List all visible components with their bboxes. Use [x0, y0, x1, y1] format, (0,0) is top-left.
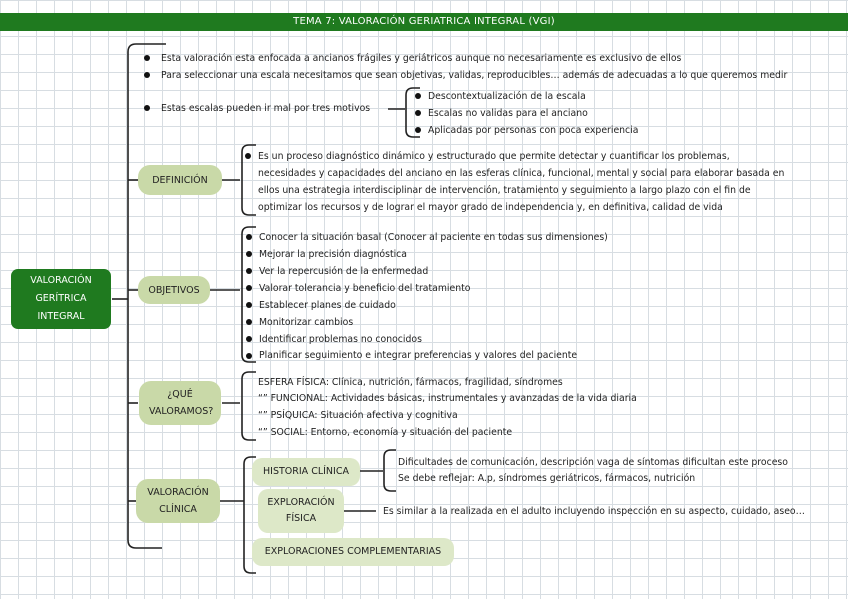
- definicion-line-1: Es un proceso diagnóstico dinámico y estructurado que permite detectar y cuantificar los problemas,: [258, 151, 730, 162]
- bullet-icon: [246, 234, 252, 240]
- valoracion-clinica-node[interactable]: [136, 479, 220, 523]
- bullet-icon: [144, 105, 150, 111]
- bullet-icon: [246, 353, 252, 359]
- bullet-icon: [415, 110, 421, 116]
- exploraciones-complementarias-label: EXPLORACIONES COMPLEMENTARIAS: [264, 546, 442, 557]
- intro-bullet-2: Para seleccionar una escala necesitamos que sean objetivas, validas, reproducibles… además de adecuadas a lo que queremos medir: [161, 70, 788, 81]
- que-valoramos-label: ¿QUÉ VALORAMOS?: [149, 389, 214, 417]
- bullet-icon: [246, 268, 252, 274]
- objetivo-item: Planificar seguimiento e integrar preferencias y valores del paciente: [259, 350, 578, 361]
- bullet-icon: [246, 336, 252, 342]
- que-valoramos-node[interactable]: [139, 381, 221, 425]
- exploracion-text: Es similar a la realizada en el adulto incluyendo inspección en su aspecto, cuidado, aseo…: [383, 506, 805, 517]
- bullet-icon: [246, 319, 252, 325]
- objetivo-item: Establecer planes de cuidado: [259, 300, 396, 311]
- valoracion-clinica-label: VALORACIÓN CLÍNICA: [147, 487, 209, 515]
- page-title: TEMA 7: VALORACIÓN GERIATRICA INTEGRAL (VGI): [0, 13, 848, 31]
- bullet-icon: [144, 72, 150, 78]
- bullet-icon: [246, 251, 252, 257]
- exploracion-fisica-node[interactable]: [258, 489, 344, 533]
- valoramos-item: “” PSÍQUICA: Situación afectiva y cognitiva: [258, 410, 458, 421]
- bullet-icon: [245, 153, 251, 159]
- objetivo-item: Valorar tolerancia y beneficio del tratamiento: [259, 283, 471, 294]
- objetivos-node[interactable]: [138, 276, 210, 304]
- definicion-line-3: ellos una estrategia interdisciplinar de intervención, tratamiento y seguimiento a largo plazo con el fin de: [258, 185, 751, 196]
- bullet-icon: [144, 55, 150, 61]
- root-node[interactable]: [11, 269, 111, 329]
- historia-clinica-node[interactable]: [252, 458, 360, 486]
- historia-clinica-label: HISTORIA CLÍNICA: [263, 466, 349, 477]
- motivo-1: Descontextualización de la escala: [428, 91, 586, 102]
- bullet-icon: [415, 93, 421, 99]
- valoramos-bracket: [242, 372, 256, 440]
- historia-item: Se debe reflejar: A.p, síndromes geriátricos, fármacos, nutrición: [398, 473, 696, 484]
- motivo-3: Aplicadas por personas con poca experiencia: [428, 125, 639, 136]
- objetivo-item: Monitorizar cambios: [259, 317, 354, 328]
- objetivos-label: OBJETIVOS: [148, 284, 200, 296]
- objetivo-item: Conocer la situación basal (Conocer al paciente en todas sus dimensiones): [259, 232, 608, 243]
- historia-bracket: [384, 450, 396, 491]
- definicion-label: DEFINICIÓN: [152, 174, 208, 186]
- definicion-line-4: optimizar los recursos y de lograr el mayor grado de independencia y, en definitiva, calidad de vida: [258, 202, 723, 213]
- intro-bullet-1: Esta valoración esta enfocada a ancianos frágiles y geriátricos aunque no necesariamente es exclusivo de ellos: [161, 53, 682, 64]
- valoramos-item: “” FUNCIONAL: Actividades básicas, instrumentales y avanzadas de la vida diaria: [258, 393, 637, 404]
- definicion-node[interactable]: [138, 165, 222, 195]
- objetivo-item: Ver la repercusión de la enfermedad: [259, 266, 429, 277]
- bullet-icon: [415, 127, 421, 133]
- valoramos-item: “” SOCIAL: Entorno, economía y situación del paciente: [258, 427, 513, 438]
- motivo-2: Escalas no validas para el anciano: [428, 108, 588, 119]
- objetivo-item: Identificar problemas no conocidos: [259, 334, 422, 345]
- valoramos-item: ESFERA FÍSICA: Clínica, nutrición, fármacos, fragilidad, síndromes: [258, 377, 563, 388]
- objetivo-item: Mejorar la precisión diagnóstica: [259, 249, 407, 260]
- bullet-icon: [246, 302, 252, 308]
- root-label: VALORACIÓN GERÍTRICA INTEGRAL: [30, 275, 92, 322]
- intro-bullet-3: Estas escalas pueden ir mal por tres motivos: [161, 103, 371, 114]
- bullet-icon: [246, 285, 252, 291]
- definicion-line-2: necesidades y capacidades del anciano en las esferas clínica, funcional, mental y social para elaborar basada en: [258, 168, 785, 179]
- exploraciones-complementarias-node[interactable]: [252, 538, 454, 566]
- exploracion-fisica-label: EXPLORACIÓN FÍSICA: [267, 497, 335, 524]
- historia-item: Dificultades de comunicación, descripción vaga de síntomas dificultan este proceso: [398, 457, 788, 468]
